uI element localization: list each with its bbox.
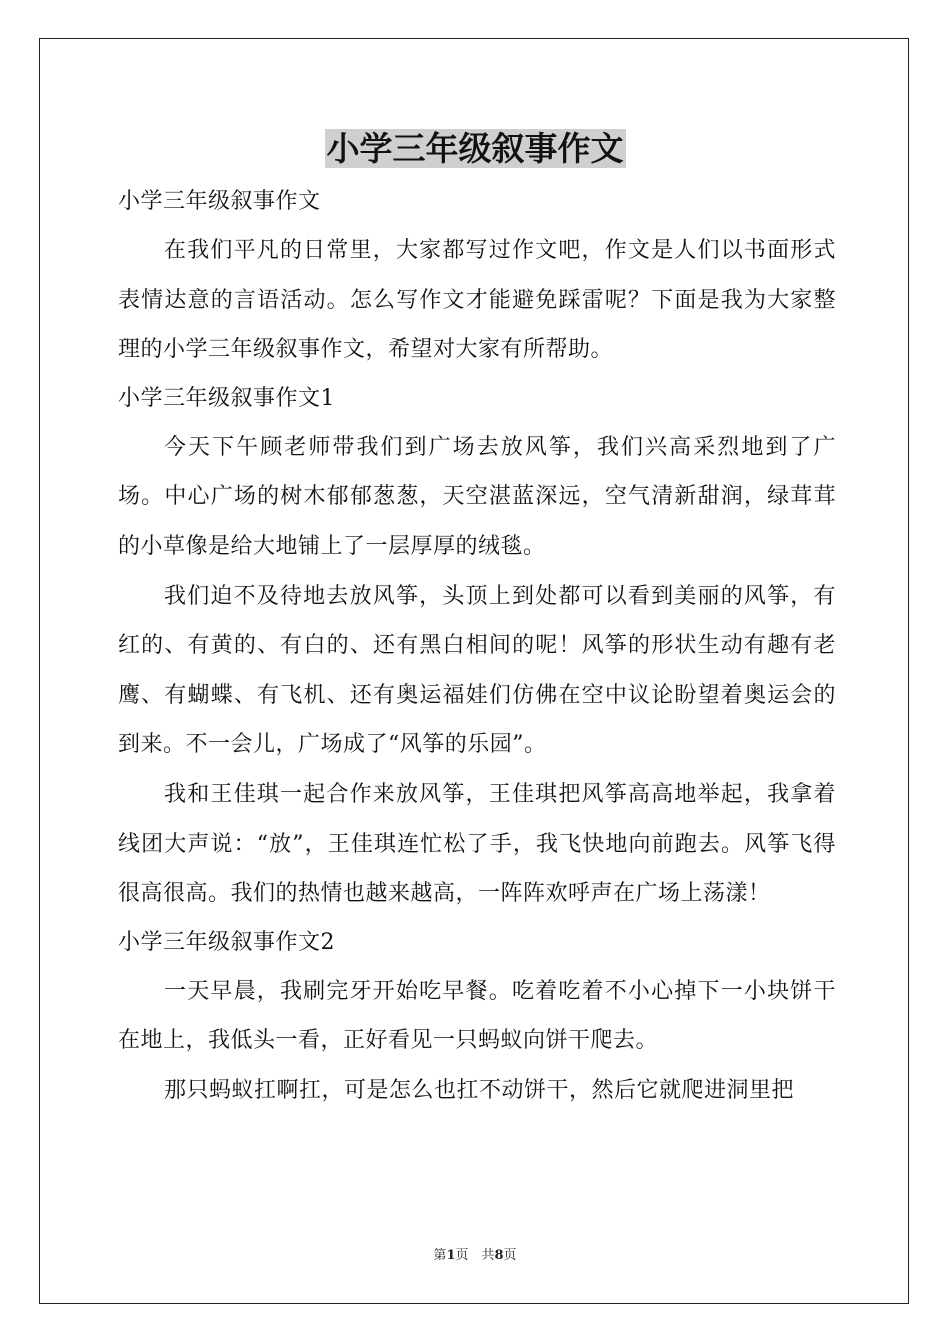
document-title-text: 小学三年级叙事作文 (326, 129, 624, 168)
section-heading-1: 小学三年级叙事作文1 (118, 385, 335, 411)
footer-page-number: 1 (446, 1248, 456, 1263)
document-body (118, 178, 836, 1116)
document-title (0, 124, 950, 174)
footer-prefix: 第 (433, 1248, 447, 1263)
section1-paragraph: 我们迫不及待地去放风筝，头顶上到处都可以看到美丽的风筝，有红的、有黄的、有白的、还有黑白相间的呢！风筝的形状生动有趣有老鹰、有蝴蝶、有飞机、还有奥运福娃们仿佛在空中议论盼望着奥运会的到来。不一会儿，广场成了“风筝的乐园”。 (118, 583, 836, 758)
section2-paragraph: 一天早晨，我刷完牙开始吃早餐。吃着吃着不小心掉下一小块饼干在地上，我低头一看，正好看见一只蚂蚁向饼干爬去。 (118, 978, 836, 1054)
section1-paragraph: 我和王佳琪一起合作来放风筝，王佳琪把风筝高高地举起，我拿着线团大声说：“放”，王佳琪连忙松了手，我飞快地向前跑去。风筝飞得很高很高。我们的热情也越来越高，一阵阵欢呼声在广场上荡漾！ (118, 781, 836, 907)
footer-mid: 页 共 (455, 1248, 495, 1263)
section2-paragraph: 那只蚂蚁扛啊扛，可是怎么也扛不动饼干，然后它就爬进洞里把 (164, 1077, 795, 1103)
intro-paragraph: 在我们平凡的日常里，大家都写过作文吧，作文是人们以书面形式表情达意的言语活动。怎么写作文才能避免踩雷呢？下面是我为大家整理的小学三年级叙事作文，希望对大家有所帮助。 (118, 238, 836, 363)
subtitle: 小学三年级叙事作文 (118, 189, 321, 214)
footer-suffix: 页 (503, 1248, 517, 1263)
footer-total-pages: 8 (494, 1248, 504, 1263)
section1-paragraph: 今天下午顾老师带我们到广场去放风筝，我们兴高采烈地到了广场。中心广场的树木郁郁葱葱，天空湛蓝深远，空气清新甜润，绿茸茸的小草像是给大地铺上了一层厚厚的绒毯。 (118, 434, 836, 559)
section-heading-2: 小学三年级叙事作文2 (118, 929, 335, 955)
page-footer (0, 1244, 950, 1263)
